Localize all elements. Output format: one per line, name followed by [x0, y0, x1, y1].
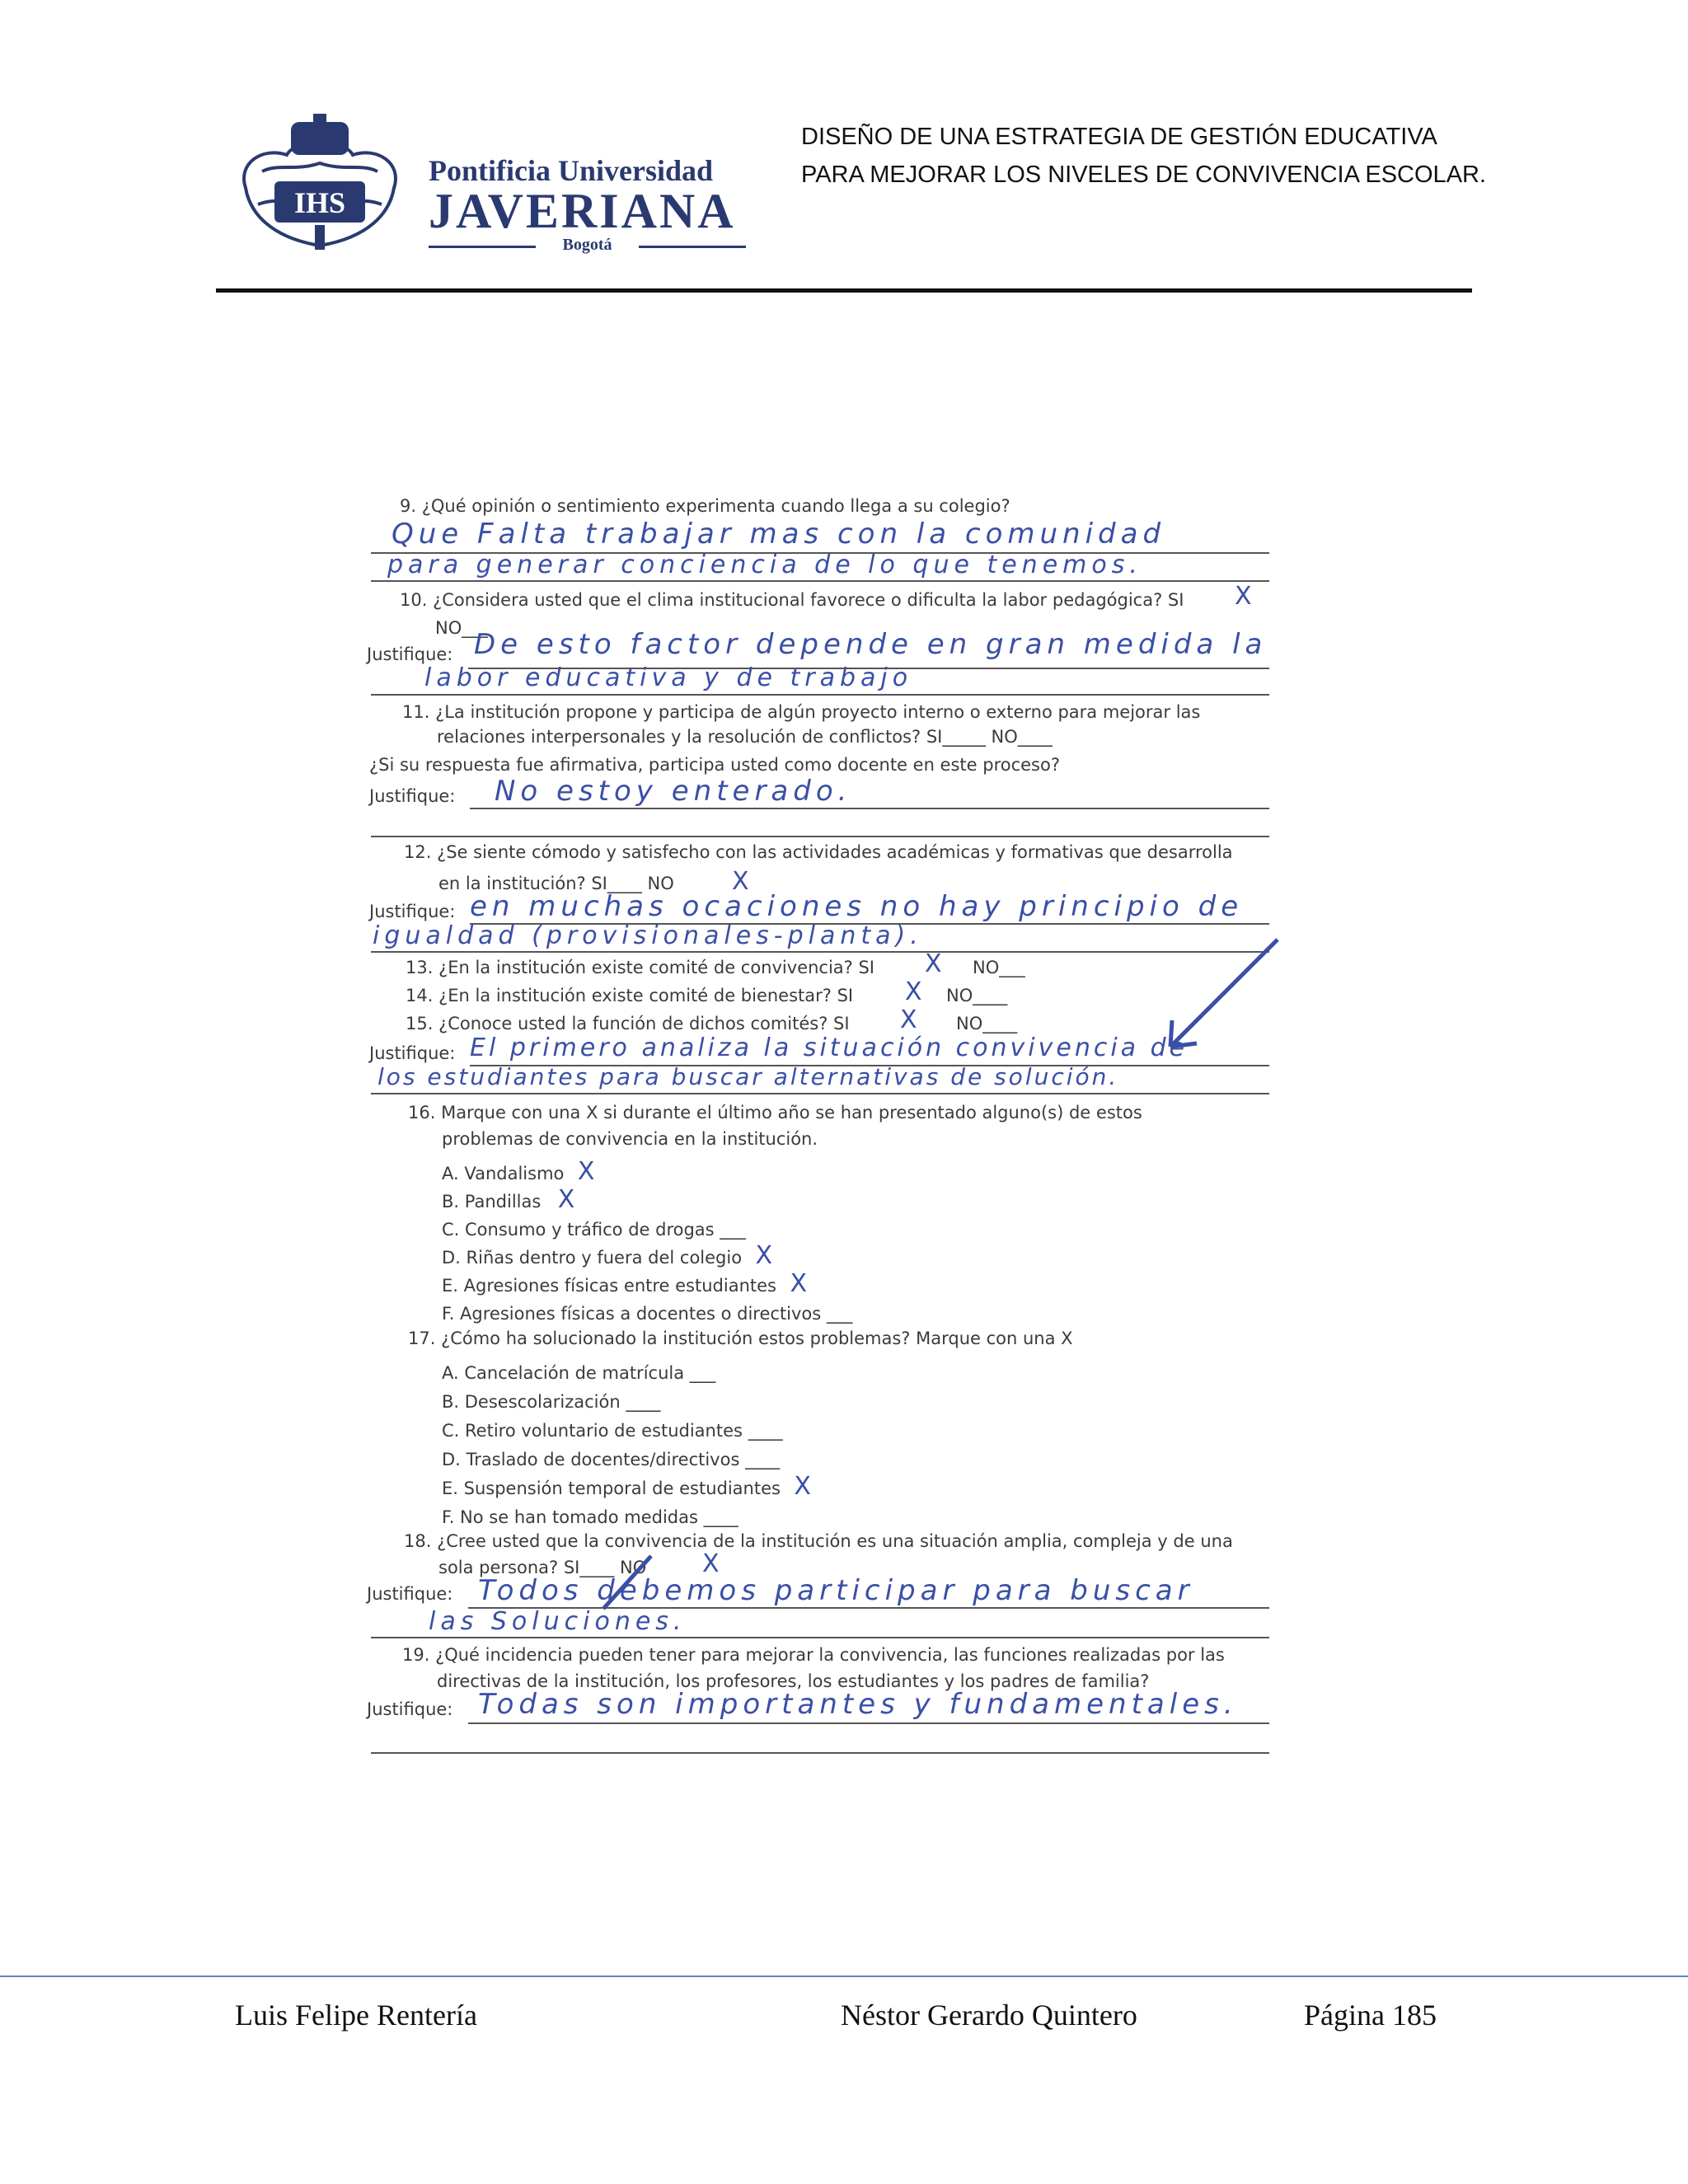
option-text: B. Desescolarización ____: [442, 1392, 661, 1412]
q10-no-option: NO___: [435, 618, 488, 638]
q17-option-d: [442, 1443, 811, 1472]
option-text: C. Consumo y tráfico de drogas ___: [442, 1220, 746, 1240]
option-text: D. Riñas dentro y fuera del colegio: [442, 1248, 743, 1268]
svg-text:IHS: IHS: [293, 186, 346, 219]
logo-line-javeriana: JAVERIANA: [429, 184, 736, 238]
q17-option-e: [442, 1472, 811, 1501]
q17-option-a: [442, 1357, 811, 1385]
option-text: E. Agresiones físicas entre estudiantes: [442, 1276, 776, 1296]
answer-line: [371, 694, 1269, 696]
answer-15-line-1: El primero analiza la situación convivencia de: [470, 1033, 1189, 1062]
option-text: E. Suspensión temporal de estudiantes: [442, 1479, 781, 1498]
question-12-line-2: en la institución? SI____ NO: [438, 874, 674, 893]
answer-line: [371, 580, 1269, 582]
q14-no-option: NO____: [946, 986, 1008, 1005]
option-text: C. Retiro voluntario de estudiantes ____: [442, 1421, 783, 1441]
question-15: 15. ¿Conoce usted la función de dichos comités? SI: [406, 1014, 850, 1033]
question-16-line-1: 16. Marque con una X si durante el último año se han presentado alguno(s) de estos: [408, 1103, 1142, 1122]
question-19-line-1: 19. ¿Qué incidencia pueden tener para mejorar la convivencia, las funciones realizadas por las: [402, 1645, 1225, 1665]
q13-yes-mark: X: [925, 949, 942, 978]
title-line-1: DISEÑO DE UNA ESTRATEGIA DE GESTIÓN EDUCATIVA: [801, 124, 1437, 150]
q12-no-mark: X: [732, 867, 749, 896]
q17-option-b: [442, 1385, 811, 1414]
question-18-line-2: sola persona? SI____ NO: [438, 1558, 647, 1577]
question-17: 17. ¿Cómo ha solucionado la institución estos problemas? Marque con una X: [408, 1329, 1073, 1348]
answer-15-line-2: los estudiantes para buscar alternativas de solución.: [377, 1063, 1119, 1090]
university-logo: [229, 114, 748, 258]
answer-19: Todas son importantes y fundamentales.: [478, 1688, 1238, 1721]
option-mark: X: [577, 1157, 595, 1186]
q15-no-option: NO____: [956, 1014, 1018, 1033]
answer-18-line-2: las Soluciones.: [429, 1607, 687, 1636]
header-divider: [216, 288, 1472, 293]
answer-11: No estoy enterado.: [495, 775, 852, 808]
question-10: 10. ¿Considera usted que el clima institucional favorece o dificulta la labor pedagógica? SI: [400, 590, 1184, 610]
page-number: Página 185: [1304, 1999, 1437, 2032]
logo-line-pontificia: Pontificia Universidad: [429, 154, 714, 187]
logo-wordmark: [429, 153, 750, 255]
question-18-line-1: 18. ¿Cree usted que la convivencia de la institución es una situación amplia, compleja y de una: [404, 1531, 1233, 1551]
pen-slash-mark: [593, 1549, 659, 1615]
q18-no-mark: X: [702, 1549, 720, 1578]
pen-arrow-mark: [1154, 931, 1286, 1055]
q13-no-option: NO___: [973, 958, 1025, 977]
answer-line: [468, 1722, 1269, 1724]
document-title: [801, 118, 1510, 194]
option-mark: X: [794, 1472, 811, 1501]
answer-9-line-1: Que Falta trabajar mas con la comunidad: [392, 518, 1166, 551]
q16-option-b: [442, 1185, 852, 1213]
option-mark: X: [557, 1185, 575, 1214]
q10-yes-mark: X: [1235, 582, 1252, 611]
justify-label-18: Justifique:: [367, 1584, 453, 1604]
answer-line: [470, 808, 1269, 809]
answer-9-line-2: para generar conciencia de lo que tenemos.: [387, 551, 1142, 579]
answer-18-line-1: Todos debemos participar para buscar: [478, 1574, 1194, 1607]
q17-option-f: [442, 1501, 811, 1530]
footer-author-1: Luis Felipe Rentería: [235, 1999, 477, 2032]
option-mark: X: [755, 1241, 773, 1270]
logo-line-bogota: Bogotá: [429, 236, 746, 255]
option-text: D. Traslado de docentes/directivos ____: [442, 1450, 781, 1469]
q16-options: [442, 1157, 852, 1325]
answer-10-line-2: labor educativa y de trabajo: [424, 663, 913, 692]
question-13: 13. ¿En la institución existe comité de convivencia? SI: [406, 958, 874, 977]
question-16-line-2: problemas de convivencia en la institución.: [442, 1129, 818, 1149]
option-text: A. Vandalismo: [442, 1164, 565, 1183]
justify-label-12: Justifique:: [369, 902, 456, 921]
q16-option-f: [442, 1297, 852, 1325]
justify-label-15: Justifique:: [369, 1043, 456, 1063]
q16-option-e: [442, 1269, 852, 1297]
question-9: 9. ¿Qué opinión o sentimiento experimenta cuando llega a su colegio?: [400, 496, 1010, 516]
question-11-line-1: 11. ¿La institución propone y participa de algún proyecto interno o externo para mejorar las: [402, 702, 1201, 722]
answer-line: [371, 951, 1269, 953]
question-11-line-3: ¿Si su respuesta fue afirmativa, participa usted como docente en este proceso?: [369, 755, 1060, 775]
q16-option-c: [442, 1213, 852, 1241]
q15-yes-mark: X: [900, 1005, 917, 1034]
option-text: A. Cancelación de matrícula ___: [442, 1363, 716, 1383]
question-12-line-1: 12. ¿Se siente cómodo y satisfecho con las actividades académicas y formativas que desarrolla: [404, 842, 1233, 862]
q17-option-c: [442, 1414, 811, 1443]
option-text: F. Agresiones físicas a docentes o directivos ___: [442, 1304, 853, 1324]
question-14: 14. ¿En la institución existe comité de bienestar? SI: [406, 986, 854, 1005]
footer-author-2: Néstor Gerardo Quintero: [841, 1999, 1137, 2032]
q16-option-d: [442, 1241, 852, 1269]
answer-12-line-2: igualdad (provisionales-planta).: [373, 921, 923, 950]
q14-yes-mark: X: [905, 977, 922, 1006]
answer-line: [371, 1093, 1269, 1094]
q16-option-a: [442, 1157, 852, 1185]
answer-12-line-1: en muchas ocaciones no hay principio de: [470, 890, 1244, 923]
answer-10-line-1: De esto factor depende en gran medida la: [474, 628, 1268, 661]
justify-label-10: Justifique:: [367, 644, 453, 664]
question-19-line-2: directivas de la institución, los profesores, los estudiantes y los padres de familia?: [437, 1671, 1150, 1691]
answer-line: [371, 1752, 1269, 1754]
footer-divider: [0, 1975, 1688, 1977]
q17-options: [442, 1357, 811, 1530]
option-text: B. Pandillas: [442, 1192, 542, 1212]
question-11-line-2: relaciones interpersonales y la resolución de conflictos? SI_____ NO____: [437, 727, 1053, 747]
scanned-questionnaire: [231, 387, 1302, 1871]
title-line-2: PARA MEJORAR LOS NIVELES DE CONVIVENCIA ESCOLAR.: [801, 162, 1487, 188]
justify-label-11: Justifique:: [369, 786, 456, 806]
answer-line: [371, 836, 1269, 837]
justify-label-19: Justifique:: [367, 1699, 453, 1719]
answer-line: [371, 1637, 1269, 1638]
option-mark: X: [790, 1269, 807, 1298]
option-text: F. No se han tomado medidas ____: [442, 1507, 738, 1527]
university-crest-icon: [229, 114, 410, 258]
